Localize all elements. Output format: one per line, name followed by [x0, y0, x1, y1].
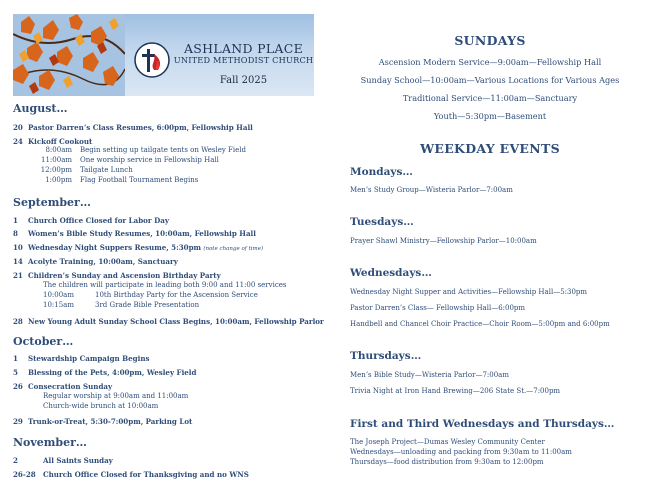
header-banner: [13, 14, 314, 96]
cross-and-flame-logo: [134, 42, 170, 78]
event-detail: Church-wide brunch at 10:00am: [43, 402, 159, 410]
schedule-text: One worship service in Fellowship Hall: [80, 156, 219, 164]
event-entry: [13, 137, 92, 146]
schedule-time: 8:00am: [45, 146, 72, 154]
schedule-time: 10:00am: [43, 291, 74, 299]
weekday-event-item: Handbell and Chancel Choir Practice—Choir Room—5:00pm and 6:00pm: [350, 320, 610, 328]
event-date: 21: [13, 271, 23, 280]
event-entry: [13, 382, 112, 391]
ellipsis: …: [403, 216, 414, 228]
schedule-item: [28, 146, 246, 155]
event-entry: [13, 417, 192, 426]
event-entry: [13, 354, 150, 363]
event-entry: [13, 257, 178, 266]
schedule-time: 11:00am: [41, 156, 72, 164]
ellipsis: …: [410, 350, 422, 362]
event-date: 29: [13, 417, 23, 426]
weekday-event-item: Prayer Shawl Ministry—Fellowship Parlor—10:00am: [350, 237, 537, 245]
event-title: Trunk-or-Treat, 5:30-7:00pm, Parking Lot: [28, 417, 193, 426]
weekday-events-heading: WEEKDAY EVENTS: [420, 141, 560, 156]
weekday-event-item: Pastor Darren’s Class— Fellowship Hall—6:00pm: [350, 304, 526, 312]
sunday-service-item: Traditional Service—11:00am—Sanctuary: [402, 93, 578, 103]
schedule-item: [43, 301, 199, 310]
event-entry: [13, 271, 221, 280]
day-title: Thursdays: [350, 350, 411, 362]
event-title: Wednesday Night Suppers Resume, 5:30pm: [28, 243, 202, 252]
event-entry: [13, 470, 249, 479]
sunday-service-item: Youth—5:30pm—Basement: [433, 111, 547, 121]
schedule-time: 1:00pm: [45, 176, 72, 184]
schedule-time: 12:00pm: [40, 166, 72, 174]
event-title: Pastor Darren’s Class Resumes, 6:00pm, Fellowship Hall: [28, 123, 253, 132]
event-title: Church Office Closed for Labor Day: [28, 216, 169, 225]
right-column: [340, 0, 650, 502]
day-title: Mondays: [350, 166, 403, 178]
event-entry: [13, 243, 263, 254]
weekday-event-item: Thursdays—food distribution from 9:30am to 12:00pm: [350, 458, 544, 466]
weekday-event-item: Men’s Bible Study—Wisteria Parlor—7:00am: [350, 371, 509, 379]
event-title: Church Office Closed for Thanksgiving and no WNS: [43, 470, 249, 479]
event-date: 5: [13, 368, 18, 377]
event-entry: [13, 317, 324, 326]
tuesdays-heading: [350, 216, 414, 228]
weekday-event-item: The Joseph Project—Dumas Wesley Community Center: [350, 438, 545, 446]
event-title: Kickoff Cookout: [28, 137, 93, 146]
month-heading-october: [13, 335, 73, 348]
schedule-time: 10:15am: [43, 301, 74, 309]
event-entry: [13, 368, 196, 377]
event-note: (note change of time): [203, 246, 264, 252]
event-entry: [13, 216, 169, 225]
weekday-event-item: Trivia Night at Iron Hand Brewing—206 State St.—7:00pm: [350, 387, 561, 395]
month-heading-november: [13, 436, 87, 449]
ellipsis: …: [62, 335, 74, 348]
event-title: Women’s Bible Study Resumes, 10:00am, Fellowship Hall: [28, 229, 256, 238]
ellipsis: …: [402, 166, 413, 178]
schedule-text: Begin setting up tailgate tents on Wesley Field: [80, 146, 246, 154]
month-heading-september: [13, 196, 91, 209]
ellipsis: …: [79, 196, 91, 209]
event-title: New Young Adult Sunday School Class Begins, 10:00am, Fellowship Parlor: [28, 317, 324, 326]
autumn-leaves-image: [13, 14, 125, 96]
schedule-item: [43, 291, 258, 300]
schedule-text: 10th Birthday Party for the Ascension Service: [95, 291, 258, 299]
ellipsis: …: [603, 418, 615, 430]
mondays-heading: [350, 166, 413, 178]
day-title: Tuesdays: [350, 216, 404, 228]
event-title: All Saints Sunday: [43, 456, 113, 465]
weekday-event-item: Wednesdays—unloading and packing from 9:30am to 11:00am: [350, 448, 572, 456]
church-name-line2: UNITED METHODIST CHURCH: [173, 55, 314, 65]
event-date: 26-28: [13, 470, 36, 479]
schedule-text: Tailgate Lunch: [80, 166, 133, 174]
schedule-text: 3rd Grade Bible Presentation: [95, 301, 200, 309]
schedule-item: [28, 156, 219, 165]
month-title: September: [13, 196, 80, 209]
schedule-item: [28, 166, 133, 175]
month-title: October: [13, 335, 63, 348]
ellipsis: …: [75, 436, 87, 449]
event-date: 1: [13, 354, 18, 363]
schedule-item: [28, 176, 198, 185]
ellipsis: …: [421, 267, 432, 279]
event-entry: [13, 229, 256, 238]
event-title: Children’s Sunday and Ascension Birthday Party: [28, 271, 221, 280]
event-entry: [13, 123, 253, 132]
weekday-event-item: Wednesday Night Supper and Activities—Fellowship Hall—5:30pm: [350, 288, 588, 296]
month-title: August: [13, 102, 57, 115]
event-date: 20: [13, 123, 23, 132]
wednesdays-heading: [350, 267, 432, 279]
event-date: 1: [13, 216, 18, 225]
event-date: 8: [13, 229, 18, 238]
event-date: 14: [13, 257, 23, 266]
event-date: 24: [13, 137, 23, 146]
event-date: 26: [13, 382, 23, 391]
thursdays-heading: [350, 350, 421, 362]
season-label: Fall 2025: [219, 75, 268, 86]
ellipsis: …: [56, 102, 68, 115]
event-title: Blessing of the Pets, 4:00pm, Wesley Field: [28, 368, 197, 377]
church-name-line1: ASHLAND PLACE: [183, 41, 304, 56]
event-title: Acolyte Training, 10:00am, Sanctuary: [28, 257, 178, 266]
weekday-event-item: Men’s Study Group—Wisteria Parlor—7:00am: [350, 186, 513, 194]
sundays-heading: SUNDAYS: [454, 33, 526, 48]
month-heading-august: [13, 102, 68, 115]
event-date: 2: [13, 456, 18, 465]
event-date: 10: [13, 243, 23, 252]
event-detail: The children will participate in leading both 9:00 and 11:00 services: [43, 281, 287, 289]
month-title: November: [13, 436, 76, 449]
first-third-heading: [350, 418, 614, 430]
day-title: First and Third Wednesdays and Thursdays: [350, 418, 604, 430]
sunday-service-item: Sunday School—10:00am—Various Locations for Various Ages: [360, 75, 620, 85]
event-entry: [13, 456, 113, 465]
schedule-text: Flag Football Tournament Begins: [80, 176, 199, 184]
church-name: [173, 42, 314, 65]
sunday-service-item: Ascension Modern Service—9:00am—Fellowship Hall: [378, 57, 602, 67]
event-title: Consecration Sunday: [28, 382, 113, 391]
event-title: Stewardship Campaign Begins: [28, 354, 150, 363]
day-title: Wednesdays: [350, 267, 422, 279]
event-date: 28: [13, 317, 23, 326]
event-detail: Regular worship at 9:00am and 11:00am: [43, 392, 189, 400]
